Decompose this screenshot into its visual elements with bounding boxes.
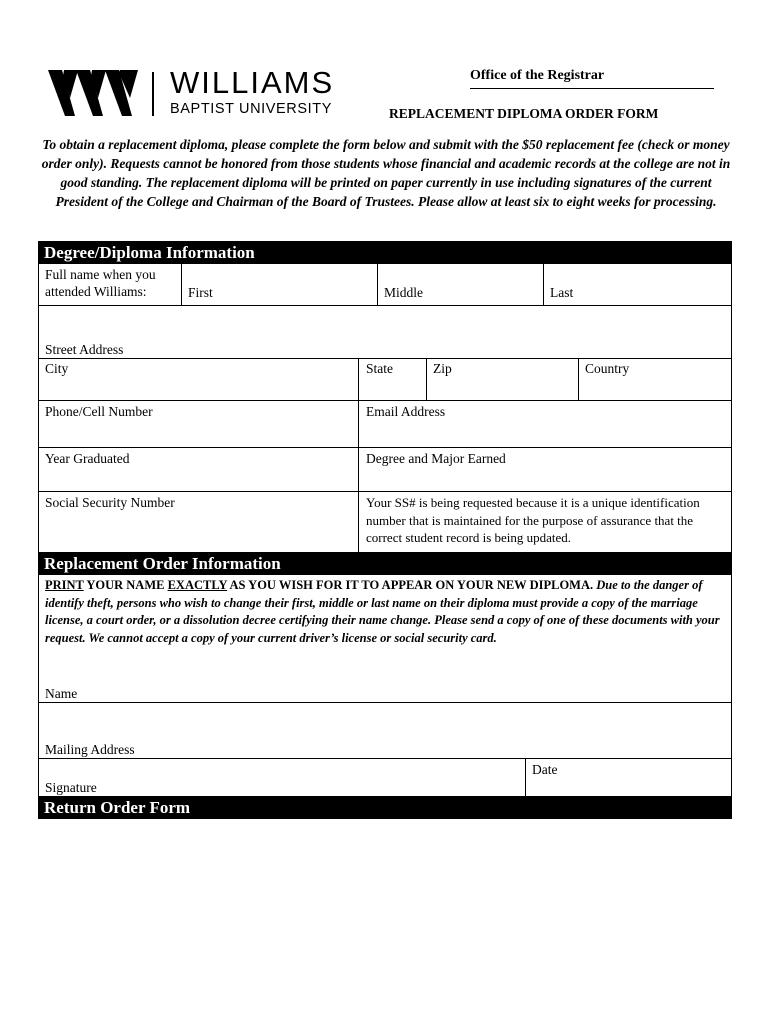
zip-label: Zip (433, 361, 452, 376)
first-name-label: First (188, 285, 213, 300)
logo-divider (152, 72, 154, 116)
phone-label: Phone/Cell Number (45, 404, 153, 419)
email-field[interactable] (359, 401, 731, 447)
logo-subtitle: BAPTIST UNIVERSITY (170, 101, 333, 117)
logo-name: WILLIAMS (170, 65, 335, 100)
degree-major-field[interactable] (359, 448, 731, 491)
country-label: Country (585, 361, 630, 376)
middle-name-label: Middle (384, 285, 423, 300)
last-name-field[interactable] (544, 264, 731, 305)
divider (731, 575, 732, 796)
year-graduated-label: Year Graduated (45, 451, 130, 466)
street-address-label: Street Address (45, 342, 124, 357)
ssn-note: Your SS# is being requested because it is a unique identification number that is maintained for the purpose of assurance that the correct student record is being updated. (366, 495, 700, 545)
name-change-warning: Due to the danger of identify theft, persons who wish to change their first, middle or last name on their diploma must provide a copy of the marriage license, a court order, or a dissolution decree certifying their name change. Please send a copy of one of these documents with your request. We cannot accept a copy of your current driver’s license or social security card. (45, 578, 720, 645)
full-name-label: Full name when you attended Williams: (45, 267, 156, 299)
street-address-field[interactable] (39, 306, 731, 358)
your-name-text: YOUR NAME (83, 578, 168, 592)
instruction-rest: AS YOU WISH FOR IT TO APPEAR ON YOUR NEW DIPLOMA. (227, 578, 594, 592)
replacement-instructions (45, 577, 727, 647)
name-field[interactable] (39, 666, 731, 702)
intro-paragraph: To obtain a replacement diploma, please complete the form below and submit with the $50 replacement fee (check or money order only). Requests cannot be honored from those students whose financial and academic records at the college are not in good standing. The replacement diploma will be printed on paper currently in use including signatures of the current President of the College and Chairman of the Board of Trustees. Please allow at least six to eight weeks for processing. (41, 137, 731, 209)
name-label: Name (45, 686, 78, 701)
phone-field[interactable] (39, 401, 358, 447)
mailing-address-field[interactable] (39, 703, 731, 758)
state-label: State (366, 361, 393, 376)
return-section-header: Return Order Form (38, 796, 732, 819)
mailing-address-label: Mailing Address (45, 742, 135, 757)
signature-label: Signature (45, 780, 97, 795)
middle-name-field[interactable] (378, 264, 543, 305)
city-field[interactable] (39, 359, 358, 400)
form-title: REPLACEMENT DIPLOMA ORDER FORM (389, 106, 659, 121)
office-name: Office of the Registrar (470, 68, 605, 83)
table-border-right (731, 264, 732, 552)
signature-field[interactable] (39, 759, 525, 796)
print-word: PRINT (45, 578, 84, 592)
zip-field[interactable] (427, 359, 578, 400)
date-field[interactable] (526, 759, 731, 796)
last-name-label: Last (550, 285, 574, 300)
country-field[interactable] (579, 359, 731, 400)
degree-section-header: Degree/Diploma Information (38, 241, 732, 264)
city-label: City (45, 361, 69, 376)
email-label: Email Address (366, 404, 446, 419)
state-field[interactable] (359, 359, 426, 400)
replacement-section-header: Replacement Order Information (38, 552, 732, 575)
exactly-word: EXACTLY (167, 578, 228, 592)
university-logo-mark (48, 70, 138, 116)
ssn-field[interactable] (39, 492, 358, 552)
ssn-label: Social Security Number (45, 495, 175, 510)
office-underline (470, 88, 714, 89)
first-name-field[interactable] (182, 264, 377, 305)
date-label: Date (532, 762, 558, 777)
degree-major-label: Degree and Major Earned (366, 451, 506, 466)
year-graduated-field[interactable] (39, 448, 358, 491)
